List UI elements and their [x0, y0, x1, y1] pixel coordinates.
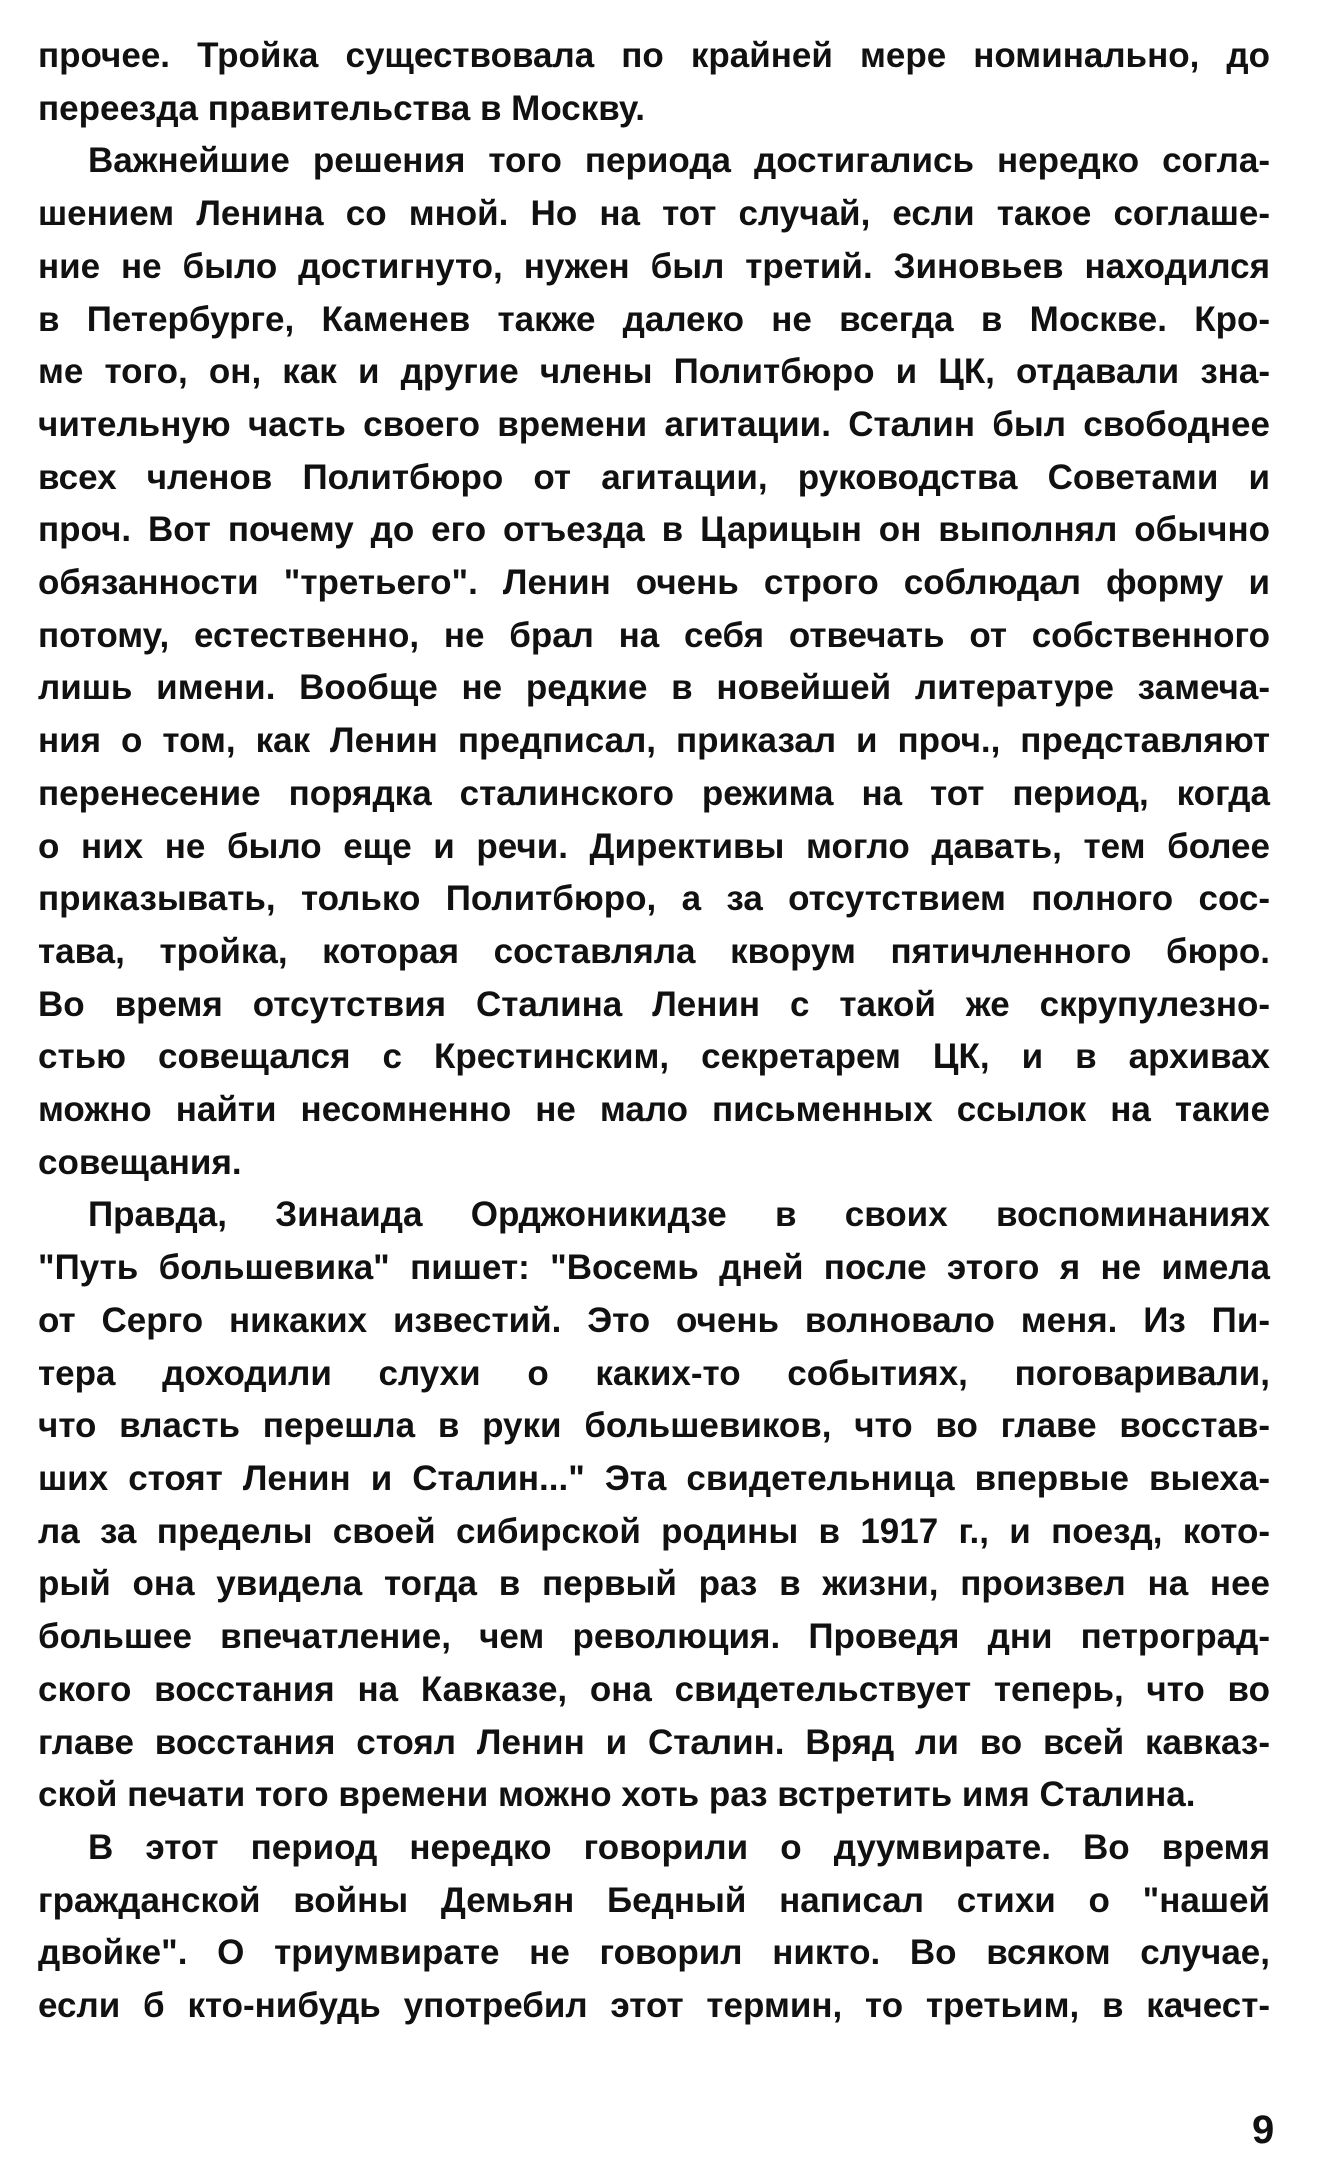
text-line: всех членов Политбюро от агитации, руководства Советами и: [38, 457, 1270, 497]
paragraph: [38, 30, 1270, 135]
paragraph: [38, 1189, 1270, 1821]
text-line: если б кто-нибудь употребил этот термин, то третьим, в качест-: [38, 1986, 1270, 2026]
text-line: рый она увидела тогда в первый раз в жизни, произвел на нее: [38, 1564, 1270, 1604]
text-line: Правда, Зинаида Орджоникидзе в своих воспоминаниях: [88, 1195, 1270, 1235]
text-line: Во время отсутствия Сталина Ленин с такой же скрупулезно-: [38, 984, 1270, 1024]
page-number: 9: [1252, 2108, 1275, 2152]
text-line: от Серго никаких известий. Это очень волновало меня. Из Пи-: [38, 1300, 1270, 1340]
text-line: можно найти несомненно не мало письменных ссылок на такие: [38, 1090, 1270, 1130]
text-line: приказывать, только Политбюро, а за отсутствием полного сос-: [38, 879, 1270, 919]
text-line: стью совещался с Крестинским, секретарем ЦК, и в архивах: [38, 1037, 1270, 1077]
text-line: потому, естественно, не брал на себя отвечать от собственного: [38, 615, 1270, 655]
text-line: совещания.: [38, 1142, 242, 1182]
text-line: в Петербурге, Каменев также далеко не всегда в Москве. Кро-: [38, 299, 1270, 339]
text-line: двойке". О триумвирате не говорил никто. Во всяком случае,: [38, 1933, 1270, 1973]
text-line: лишь имени. Вообще не редкие в новейшей литературе замеча-: [38, 668, 1270, 708]
text-line: о них не было еще и речи. Директивы могло давать, тем более: [38, 826, 1270, 866]
text-line: тава, тройка, которая составляла кворум пятичленного бюро.: [38, 931, 1270, 971]
text-line: В этот период нередко говорили о дуумвирате. Во время: [88, 1827, 1270, 1867]
text-line: "Путь большевика" пишет: "Восемь дней после этого я не имела: [38, 1248, 1270, 1288]
text-line: перенесение порядка сталинского режима на тот период, когда: [38, 773, 1270, 813]
text-line: ние не было достигнуто, нужен был третий. Зиновьев находился: [38, 246, 1270, 286]
text-line: Важнейшие решения того периода достигались нередко согла-: [88, 141, 1270, 181]
text-line: ской печати того времени можно хоть раз встретить имя Сталина.: [38, 1775, 1196, 1815]
text-line: ла за пределы своей сибирской родины в 1917 г., и поезд, кото-: [38, 1511, 1270, 1551]
text-line: ского восстания на Кавказе, она свидетельствует теперь, что во: [38, 1669, 1270, 1709]
text-line: обязанности "третьего". Ленин очень строго соблюдал форму и: [38, 563, 1270, 603]
text-line: проч. Вот почему до его отъезда в Царицын он выполнял обычно: [38, 510, 1270, 550]
text-line: чительную часть своего времени агитации. Сталин был свободнее: [38, 404, 1270, 444]
text-line: гражданской войны Демьян Бедный написал стихи о "нашей: [38, 1880, 1270, 1920]
text-line: главе восстания стоял Ленин и Сталин. Вряд ли во всей кавказ-: [38, 1722, 1270, 1762]
page-body-text: [38, 30, 1270, 2033]
text-line: ме того, он, как и другие члены Политбюро и ЦК, отдавали зна-: [38, 352, 1270, 392]
text-line: большее впечатление, чем революция. Проведя дни петроград-: [38, 1617, 1270, 1657]
paragraph: [38, 1822, 1270, 2033]
text-line: что власть перешла в руки большевиков, что во главе восстав-: [38, 1406, 1270, 1446]
text-line: шением Ленина со мной. Но на тот случай, если такое соглаше-: [38, 194, 1270, 234]
text-line: тера доходили слухи о каких-то событиях, поговаривали,: [38, 1353, 1270, 1393]
text-line: прочее. Тройка существовала по крайней мере номинально, до: [38, 36, 1270, 75]
text-line: ших стоят Ленин и Сталин..." Эта свидетельница впервые выеха-: [38, 1458, 1270, 1498]
text-line: переезда правительства в Москву.: [38, 88, 645, 128]
text-line: ния о том, как Ленин предписал, приказал и проч., представляют: [38, 721, 1270, 761]
paragraph: [38, 135, 1270, 1189]
